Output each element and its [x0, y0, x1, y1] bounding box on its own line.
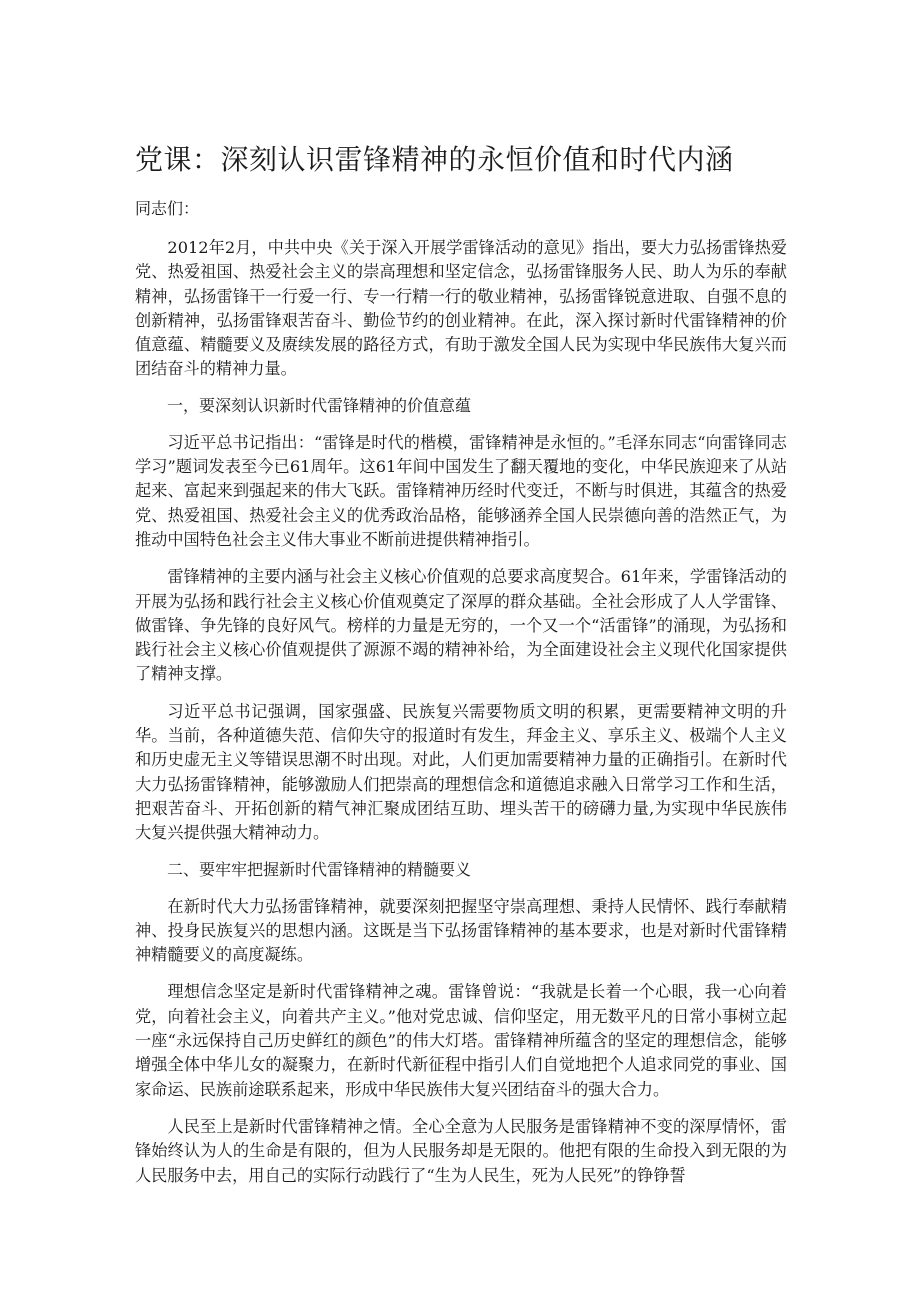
document-page: [135, 140, 787, 1201]
document-title: 党课：深刻认识雷锋精神的永恒价值和时代内涵: [135, 143, 734, 176]
paragraph: 理想信念坚定是新时代雷锋精神之魂。雷锋曾说：“我就是长着一个心眼，我一心向着党，向着社会主义，向着共产主义。”他对党忠诚、信仰坚定，用无数平凡的日常小事树立起一座“永远保持自己历史鲜红的颜色”的伟大灯塔。雷锋精神所蕴含的坚定的理想信念，能够增强全体中华儿女的凝聚力，在新时代新征程中指引人们自觉地把个人追求同党的事业、国家命运、民族前途联系起来，形成中华民族伟大复兴团结奋斗的强大合力。: [135, 982, 787, 1099]
paragraph: 习近平总书记指出：“雷锋是时代的楷模，雷锋精神是永恒的。”毛泽东同志“向雷锋同志学习”题词发表至今已61周年。这61年间中国发生了翻天覆地的变化，中华民族迎来了从站起来、富起来到强起来的伟大飞跃。雷锋精神历经时代变迁，不断与时俱进，其蕴含的热爱党、热爱祖国、热爱社会主义的优秀政治品格，能够涵养全国人民崇德向善的浩然正气，为推动中国特色社会主义伟大事业不断前进提供精神指引。: [135, 432, 787, 549]
section-heading-1: 一，要深刻认识新时代雷锋精神的价值意蕴: [167, 395, 472, 415]
paragraph: 在新时代大力弘扬雷锋精神，就要深刻把握坚守崇高理想、秉持人民情怀、践行奉献精神、投身民族复兴的思想内涵。这既是当下弘扬雷锋精神的基本要求，也是对新时代雷锋精神精髓要义的高度凝练。: [135, 896, 787, 965]
paragraph: 雷锋精神的主要内涵与社会主义核心价值观的总要求高度契合。61年来，学雷锋活动的开展为弘扬和践行社会主义核心价值观奠定了深厚的群众基础。全社会形成了人人学雷锋、做雷锋、争先锋的良好风气。榜样的力量是无穷的，一个又一个“活雷锋”的涌现，为弘扬和践行社会主义核心价值观提供了源源不竭的精神补给，为全面建设社会主义现代化国家提供了精神支撑。: [135, 567, 787, 684]
paragraph: 习近平总书记强调，国家强盛、民族复兴需要物质文明的积累，更需要精神文明的升华。当前，各种道德失范、信仰失守的报道时有发生，拜金主义、享乐主义、极端个人主义和历史虚无主义等错误思潮不时出现。对此，人们更加需要精神力量的正确指引。在新时代大力弘扬雷锋精神，能够激励人们把崇高的理想信念和道德追求融入日常学习工作和生活，把艰苦奋斗、开拓创新的精气神汇聚成团结互助、埋头苦干的磅礴力量,为实现中华民族伟大复兴提供强大精神动力。: [135, 701, 787, 843]
section-heading-2: 二、要牢牢把握新时代雷锋精神的精髓要义: [167, 859, 472, 879]
paragraph-intro: 2012年2月，中共中央《关于深入开展学雷锋活动的意见》指出，要大力弘扬雷锋热爱党、热爱祖国、热爱社会主义的崇高理想和坚定信念，弘扬雷锋服务人民、助人为乐的奉献精神，弘扬雷锋干一行爱一行、专一行精一行的敬业精神，弘扬雷锋锐意进取、自强不息的创新精神，弘扬雷锋艰苦奋斗、勤俭节约的创业精神。在此，深入探讨新时代雷锋精神的价值意蕴、精髓要义及赓续发展的路径方式，有助于激发全国人民为实现中华民族伟大复兴而团结奋斗的精神力量。: [135, 238, 787, 379]
salutation: 同志们：: [135, 199, 200, 218]
paragraph-truncated: 人民至上是新时代雷锋精神之情。全心全意为人民服务是雷锋精神不变的深厚情怀，雷锋始终认为人的生命是有限的，但为人民服务却是无限的。他把有限的生命投入到无限的为人民服务中去，用自己的实际行动践行了“生为人民生，死为人民死”的铮铮誓: [135, 1116, 787, 1185]
